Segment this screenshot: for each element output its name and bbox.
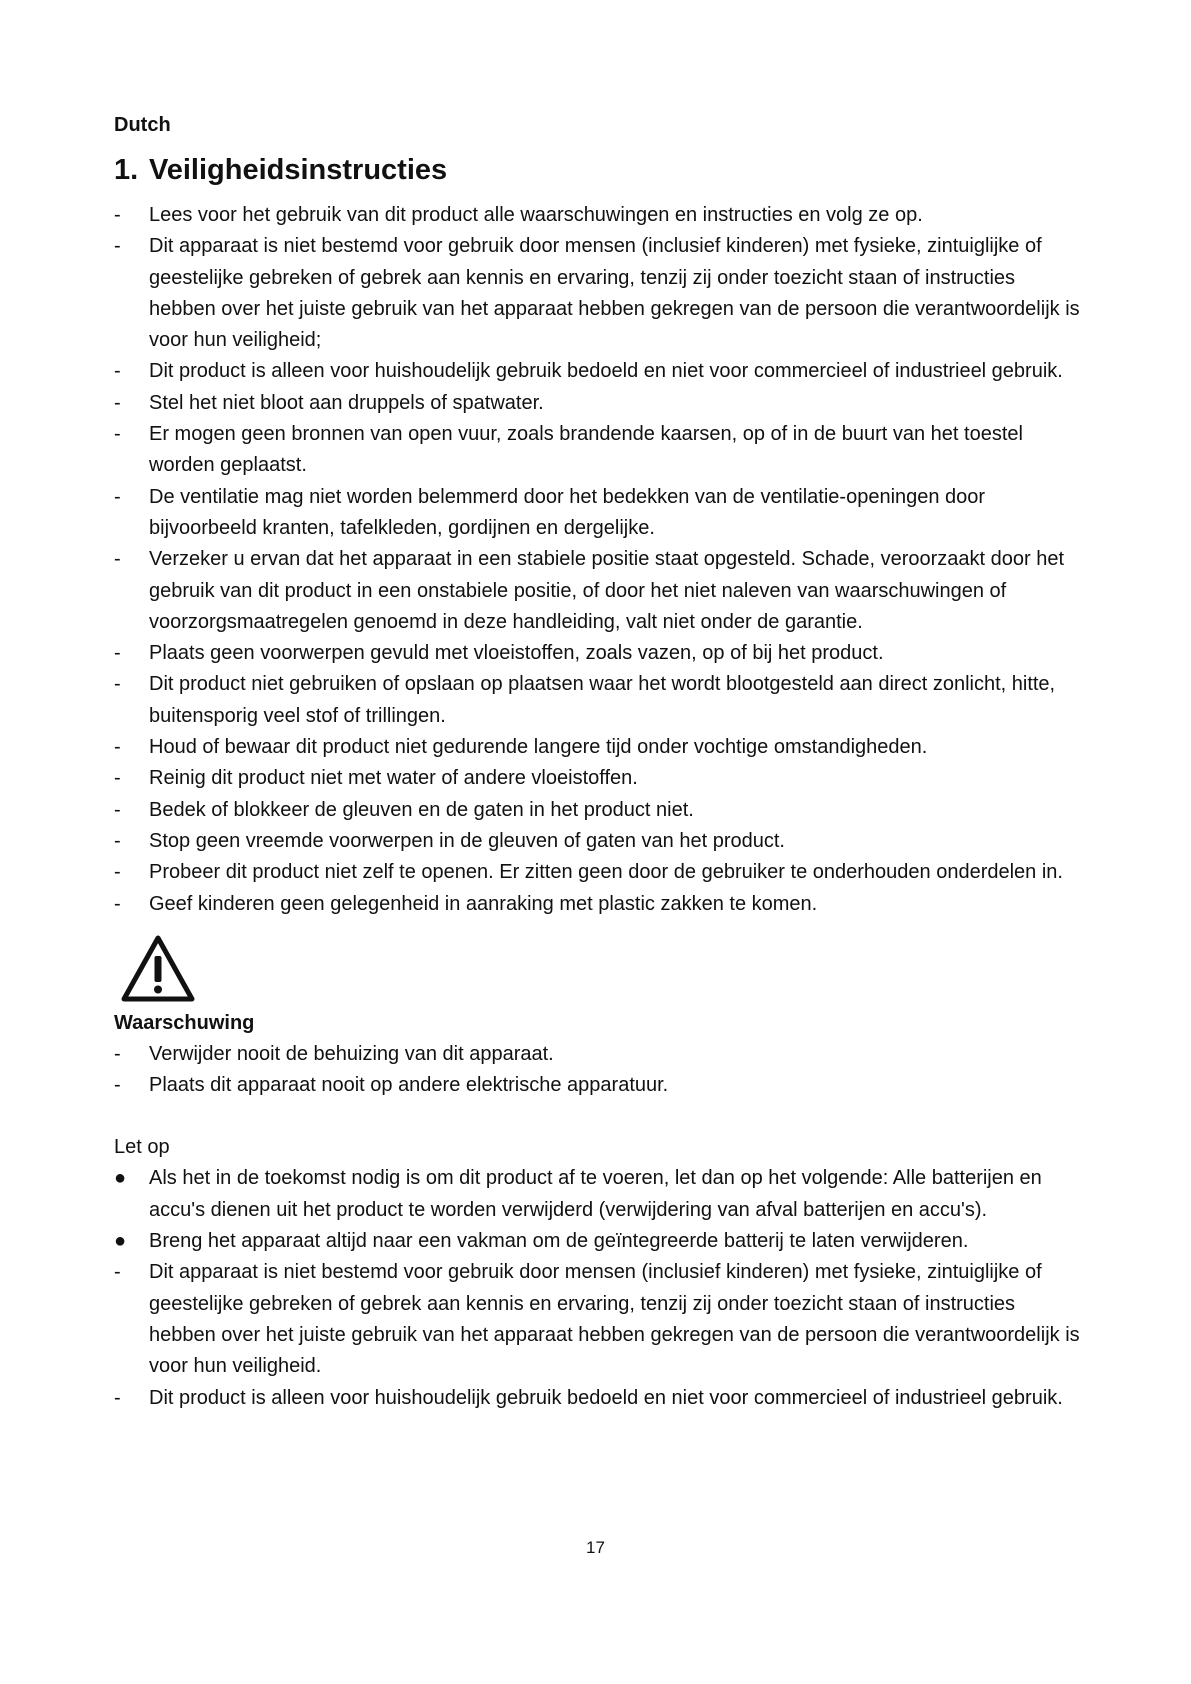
list-item bbox=[114, 388, 1084, 419]
list-item-text: Als het in de toekomst nodig is om dit product af te voeren, let dan op het volgende: Alle batterijen en accu's dienen uit het product te worden verwijderd (verwijdering van afval batterijen en accu's). bbox=[149, 1167, 1042, 1221]
section-number: 1. bbox=[114, 154, 139, 186]
list-item-text: Plaats geen voorwerpen gevuld met vloeistoffen, zoals vazen, op of bij het product. bbox=[149, 642, 884, 665]
list-marker: - bbox=[114, 642, 121, 665]
list-marker: - bbox=[114, 1261, 121, 1284]
list-marker: - bbox=[114, 861, 121, 884]
note-heading: Let op bbox=[114, 1136, 170, 1159]
list-item bbox=[114, 795, 1084, 826]
list-marker: - bbox=[114, 391, 121, 414]
list-item bbox=[114, 356, 1084, 387]
list-item-text: Plaats dit apparaat nooit op andere elektrische apparatuur. bbox=[149, 1074, 669, 1097]
list-marker: - bbox=[114, 360, 121, 383]
warning-heading: Waarschuwing bbox=[114, 1011, 255, 1034]
list-marker: - bbox=[114, 673, 121, 696]
list-item bbox=[114, 1257, 1084, 1382]
list-item bbox=[114, 1039, 1084, 1070]
list-item bbox=[114, 889, 1084, 920]
list-marker: - bbox=[114, 235, 121, 258]
list-marker: - bbox=[114, 485, 121, 508]
section-title: Veiligheidsinstructies bbox=[149, 154, 448, 186]
list-item bbox=[114, 544, 1084, 638]
list-item-text: Stop geen vreemde voorwerpen in de gleuven of gaten van het product. bbox=[149, 829, 785, 852]
list-item bbox=[114, 1383, 1084, 1414]
list-item-text: Verzeker u ervan dat het apparaat in een stabiele positie staat opgesteld. Schade, veroorzaakt door het gebruik van dit product in een onstabiele positie, of door het niet naleven van waarschuwingen of voorzorgsmaatregelen genoemd in deze handleiding, valt niet onder de garantie. bbox=[149, 548, 1065, 633]
safety-instructions-list bbox=[114, 200, 1084, 920]
warning-list bbox=[114, 1039, 1084, 1102]
list-item-text: Probeer dit product niet zelf te openen. Er zitten geen door de gebruiker te onderhouden onderdelen in. bbox=[149, 861, 1063, 884]
list-item bbox=[114, 638, 1084, 669]
list-item-text: Reinig dit product niet met water of andere vloeistoffen. bbox=[149, 767, 638, 790]
list-item bbox=[114, 482, 1084, 545]
list-marker: - bbox=[114, 736, 121, 759]
list-item-text: Dit product is alleen voor huishoudelijk gebruik bedoeld en niet voor commercieel of industrieel gebruik. bbox=[149, 1386, 1063, 1409]
list-item-text: Breng het apparaat altijd naar een vakman om de geïntegreerde batterij te laten verwijderen. bbox=[149, 1230, 969, 1253]
list-marker: - bbox=[114, 1042, 121, 1065]
list-item-text: Dit product is alleen voor huishoudelijk gebruik bedoeld en niet voor commercieel of industrieel gebruik. bbox=[149, 360, 1063, 383]
list-item bbox=[114, 669, 1084, 732]
list-item bbox=[114, 857, 1084, 888]
list-item-text: Dit apparaat is niet bestemd voor gebruik door mensen (inclusief kinderen) met fysieke, zintuiglijke of geestelijke gebreken of gebrek aan kennis en ervaring, tenzij zij onder toezicht staan of instructies hebben over het juiste gebruik van het apparaat hebben gekregen van de persoon die verantwoordelijk is voor hun veiligheid. bbox=[149, 1261, 1080, 1378]
list-item bbox=[114, 763, 1084, 794]
list-item bbox=[114, 1070, 1084, 1101]
list-item bbox=[114, 826, 1084, 857]
list-item bbox=[114, 1226, 1084, 1257]
list-item-text: Lees voor het gebruik van dit product alle waarschuwingen en instructies en volg ze op. bbox=[149, 204, 923, 226]
list-marker: - bbox=[114, 1386, 121, 1409]
list-marker: - bbox=[114, 829, 121, 852]
list-item bbox=[114, 231, 1084, 356]
page-content bbox=[114, 112, 1084, 1414]
list-item bbox=[114, 419, 1084, 482]
list-item bbox=[114, 1163, 1084, 1226]
warning-triangle-icon bbox=[120, 934, 196, 1004]
list-item-text: Bedek of blokkeer de gleuven en de gaten in het product niet. bbox=[149, 798, 694, 821]
list-marker: - bbox=[114, 892, 121, 915]
list-item-text: Dit apparaat is niet bestemd voor gebruik door mensen (inclusief kinderen) met fysieke, zintuiglijke of geestelijke gebreken of gebrek aan kennis en ervaring, tenzij zij onder toezicht staan of instructies hebben over het juiste gebruik van het apparaat hebben gekregen van de persoon die verantwoordelijk is voor hun veiligheid; bbox=[149, 235, 1080, 352]
list-item bbox=[114, 200, 1084, 231]
list-item-text: Dit product niet gebruiken of opslaan op plaatsen waar het wordt blootgesteld aan direct zonlicht, hitte, buitensporig veel stof of trillingen. bbox=[149, 673, 1056, 727]
list-item-text: Geef kinderen geen gelegenheid in aanraking met plastic zakken te komen. bbox=[149, 892, 818, 915]
list-item bbox=[114, 732, 1084, 763]
bullet-marker: ● bbox=[114, 1230, 127, 1253]
list-marker: - bbox=[114, 204, 121, 226]
bullet-marker: ● bbox=[114, 1167, 127, 1190]
list-item-text: Er mogen geen bronnen van open vuur, zoals brandende kaarsen, op of in de buurt van het toestel worden geplaatst. bbox=[149, 423, 1023, 477]
section-heading bbox=[114, 152, 1084, 188]
note-list bbox=[114, 1163, 1084, 1413]
list-marker: - bbox=[114, 767, 121, 790]
list-marker: - bbox=[114, 1074, 121, 1097]
list-marker: - bbox=[114, 423, 121, 446]
list-marker: - bbox=[114, 548, 121, 571]
list-item-text: Houd of bewaar dit product niet gedurende langere tijd onder vochtige omstandigheden. bbox=[149, 736, 928, 759]
page-number: 17 bbox=[586, 1538, 605, 1557]
language-label: Dutch bbox=[114, 114, 171, 136]
list-item-text: De ventilatie mag niet worden belemmerd door het bedekken van de ventilatie-openingen door bijvoorbeeld kranten, tafelkleden, gordijnen en dergelijke. bbox=[149, 485, 986, 539]
list-item-text: Stel het niet bloot aan druppels of spatwater. bbox=[149, 391, 544, 414]
list-item-text: Verwijder nooit de behuizing van dit apparaat. bbox=[149, 1042, 554, 1065]
list-marker: - bbox=[114, 798, 121, 821]
